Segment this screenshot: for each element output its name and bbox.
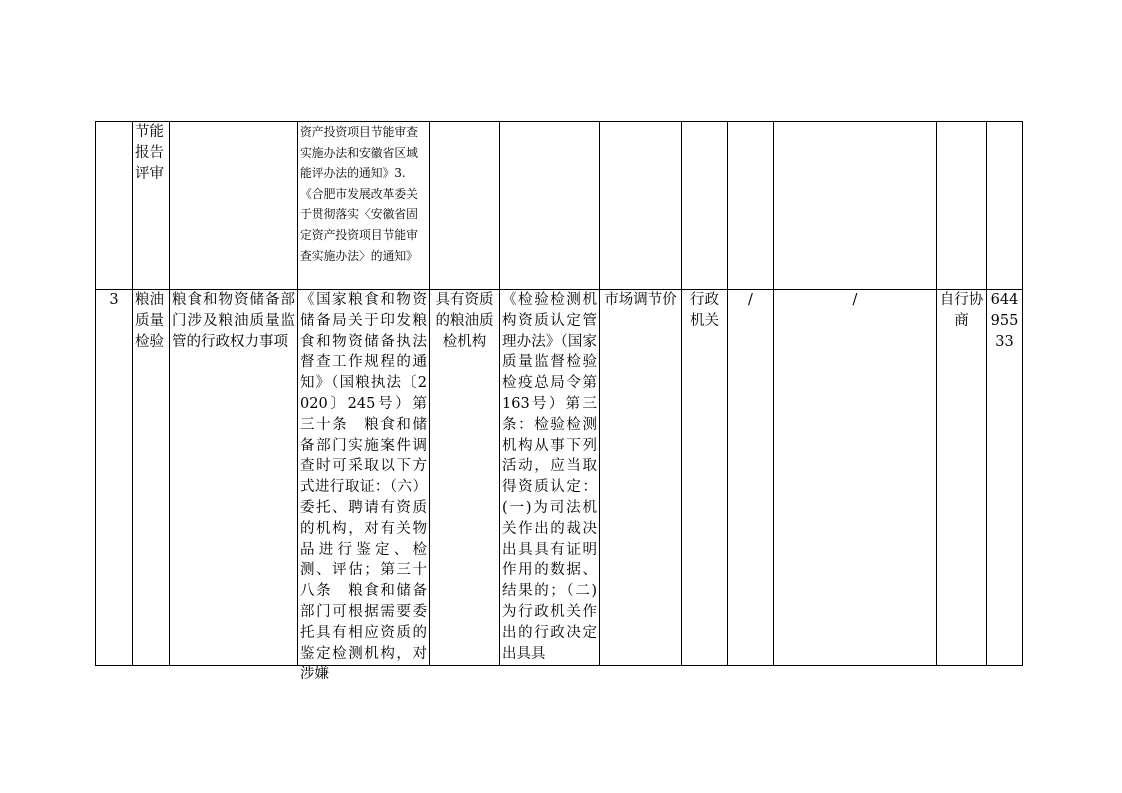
charge-subject-cell: 行政机关 xyxy=(682,290,728,666)
table-row xyxy=(96,290,1023,666)
basis-scope-cell xyxy=(170,122,298,290)
seq-cell xyxy=(96,122,133,290)
pricing-cell: 市场调节价 xyxy=(600,290,682,666)
phone-cell xyxy=(987,122,1023,290)
table-row xyxy=(96,122,1023,290)
service-items-table xyxy=(95,121,1023,683)
provider-cell xyxy=(430,122,500,290)
col9-cell: / xyxy=(774,290,937,666)
charge-subject-cell xyxy=(682,122,728,290)
phone-cell: 64495533 xyxy=(987,290,1023,666)
seq-cell: 3 xyxy=(96,290,133,666)
col8-cell: / xyxy=(728,290,774,666)
pricing-cell xyxy=(600,122,682,290)
provider-basis-cell xyxy=(500,122,600,290)
provider-basis-cell xyxy=(500,290,600,666)
basis-text-cell: 资产投资项目节能审查实施办法和安徽省区域能评办法的通知》3.《合肥市发展改革委关于贯彻落实〈安徽省固定资产投资项目节能审查实施办法〉的通知》 xyxy=(298,122,430,290)
item-name-cell: 粮油质量检验 xyxy=(133,290,170,666)
item-name-cell: 节能报告评审 xyxy=(133,122,170,290)
basis-scope-cell: 粮食和物资储备部门涉及粮油质量监管的行政权力事项 xyxy=(170,290,298,666)
col8-cell xyxy=(728,122,774,290)
payment-cell xyxy=(937,122,987,290)
provider-cell: 具有资质的粮油质检机构 xyxy=(430,290,500,666)
payment-cell: 自行协商 xyxy=(937,290,987,666)
col9-cell xyxy=(774,122,937,290)
basis-text-cell xyxy=(298,290,430,683)
provider-basis-text: 《检验检测机构资质认定管理办法》（国家质量监督检验检疫总局令第163号）第三条：检验检测机构从事下列活动，应当取得资质认定：(一)为司法机关作出的裁决出具具有证明作用的数据、结果的；（二)为行政机关作出的行政决定出具具 xyxy=(502,292,597,662)
basis-text: 《国家粮食和物资储备局关于印发粮食和物资储备执法督查工作规程的通知》（国粮执法〔2020〕245号）第三十条 粮食和储备部门实施案件调查时可采取以下方式进行取证：（六）委托、聘请有资质的机构，对有关物品进行鉴定、检测、评估；第三十八条 粮食和储备部门可根据需要委托具有相应资质的鉴定检测机构，对涉嫌 xyxy=(300,292,427,683)
